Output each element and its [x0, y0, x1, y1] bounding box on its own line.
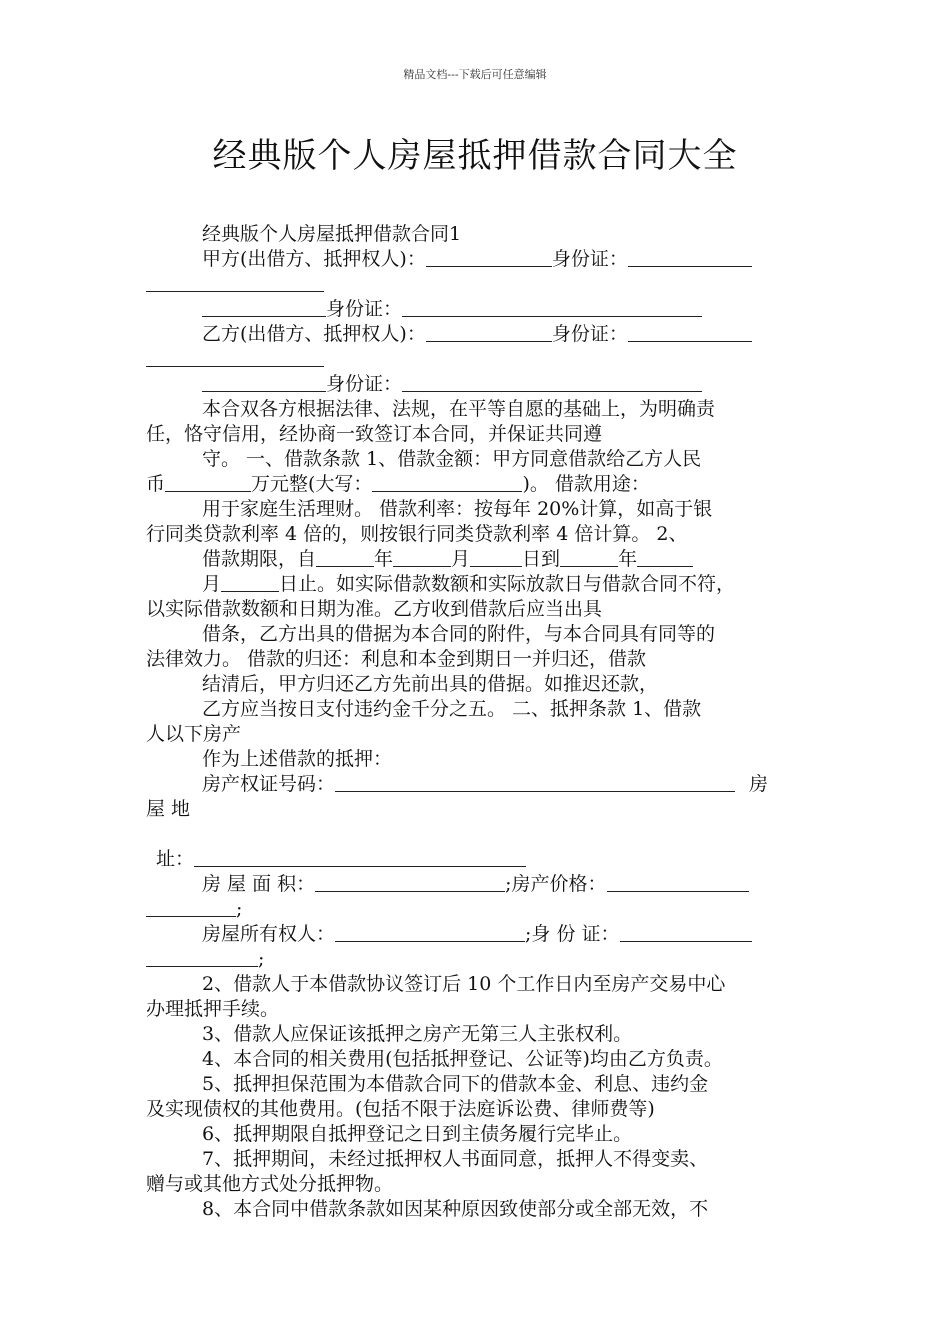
paragraph-line: 3、借款人应保证该抵押之房产无第三人主张权利。	[202, 1023, 633, 1045]
house-label-start: 房	[749, 773, 769, 795]
party-b-second-line	[146, 372, 810, 397]
address-label: 址：	[156, 848, 195, 870]
paragraph-line: 用于家庭生活理财。 借款利率：按每年 20%计算，如高于银	[202, 498, 713, 520]
paragraph-line: 行同类贷款利率 4 倍的，则按银行同类贷款利率 4 倍计算。 2、	[146, 523, 688, 545]
owner-id-blank-cont	[146, 948, 258, 967]
semicolon: ;	[236, 898, 243, 920]
paragraph-line: 以实际借款数额和日期为准。乙方收到借款后应当出具	[146, 598, 603, 620]
page-header: 精品文档---下载后可任意编辑	[403, 68, 547, 81]
year-label: 年	[374, 548, 394, 570]
amount-label: 万元整(大写：	[251, 473, 373, 495]
owner-line	[146, 922, 810, 947]
paragraph-line: 作为上述借款的抵押：	[202, 748, 393, 770]
owner-label: 房屋所有权人：	[202, 923, 336, 945]
party-a-continuation	[146, 272, 810, 297]
end-year-label: 年	[618, 548, 638, 570]
party-a-second-line	[146, 297, 810, 322]
end-year-blank	[560, 548, 618, 567]
owner-id-blank	[620, 923, 752, 942]
paragraph-line: 办理抵押手续。	[146, 998, 280, 1020]
party-a-second-id-blank	[402, 298, 702, 317]
paragraph-line: 屋 地	[146, 798, 191, 820]
area-price-line	[146, 872, 810, 897]
paragraph-line: 6、抵押期限自抵押登记之日到主债务履行完毕止。	[202, 1123, 633, 1145]
party-b-line	[146, 322, 810, 347]
paragraph-line: 人以下房产	[146, 723, 242, 745]
end-day-text: 日止。如实际借款数额和实际放款日与借款合同不符，	[279, 573, 736, 595]
paragraph-line: 赠与或其他方式处分抵押物。	[146, 1173, 394, 1195]
loan-period-line	[146, 547, 810, 572]
paragraph-line: 结清后，甲方归还乙方先前出具的借据。如推迟还款，	[202, 673, 659, 695]
contract-subtitle: 经典版个人房屋抵押借款合同1	[202, 223, 462, 245]
day-to-label: 日到	[522, 548, 561, 570]
paragraph-line: 法律效力。 借款的归还：利息和本金到期日一并归还，借款	[146, 648, 647, 670]
paragraph-line: 任，恪守信用，经协商一致签订本合同，并保证共同遵	[146, 423, 603, 445]
semicolon: ;	[258, 948, 265, 970]
loan-end-line	[146, 572, 810, 597]
price-blank	[607, 873, 749, 892]
party-b-second-id-label: 身份证：	[326, 373, 403, 395]
party-b-id-label: 身份证：	[551, 323, 628, 345]
property-cert-line	[146, 772, 810, 797]
price-blank-cont	[146, 898, 236, 917]
party-a-second-id-label: 身份证：	[326, 298, 403, 320]
paragraph-line: 7、抵押期间，未经过抵押权人书面同意，抵押人不得变卖、	[202, 1148, 709, 1170]
start-month-blank	[393, 548, 451, 567]
owner-id-label: ;身 份 证：	[525, 923, 620, 945]
document-title: 经典版个人房屋抵押借款合同大全	[212, 136, 738, 176]
party-a-name-blank	[426, 248, 552, 267]
party-a-second-name-blank	[202, 298, 326, 317]
end-month-label: 月	[202, 573, 222, 595]
amount-blank	[165, 473, 251, 492]
party-b-id-blank	[628, 323, 752, 342]
loan-amount-line	[146, 472, 810, 497]
owner-continuation	[146, 947, 810, 972]
area-blank	[315, 873, 505, 892]
party-b-second-name-blank	[202, 373, 326, 392]
start-day-blank	[470, 548, 522, 567]
period-label: 借款期限，自	[202, 548, 317, 570]
area-price-continuation	[146, 897, 810, 922]
party-b-name-blank	[426, 323, 552, 342]
party-a-label: 甲方(出借方、抵押权人)：	[202, 248, 426, 270]
paragraph-line: 借条，乙方出具的借据为本合同的附件，与本合同具有同等的	[202, 623, 716, 645]
amount-words-blank	[372, 473, 522, 492]
owner-blank	[335, 923, 525, 942]
blank-spacer	[146, 822, 810, 847]
price-label: ;房产价格：	[505, 873, 607, 895]
party-b-label: 乙方(出借方、抵押权人)：	[202, 323, 426, 345]
paragraph-line: 4、本合同的相关费用(包括抵押登记、公证等)均由乙方负责。	[202, 1048, 723, 1070]
area-label: 房 屋 面 积：	[202, 873, 316, 895]
party-a-id-blank	[628, 248, 752, 267]
party-a-line	[146, 247, 810, 272]
paragraph-line: 8、本合同中借款条款如因某种原因致使部分或全部无效，不	[202, 1198, 709, 1220]
property-cert-label: 房产权证号码：	[202, 773, 336, 795]
address-blank	[194, 848, 526, 867]
party-b-second-id-blank	[402, 373, 702, 392]
start-year-blank	[316, 548, 374, 567]
month-label: 月	[451, 548, 471, 570]
paragraph-line: 本合双各方根据法律、法规，在平等自愿的基础上，为明确责	[202, 398, 716, 420]
end-day-blank	[221, 573, 279, 592]
contract-body	[146, 222, 810, 1222]
end-month-blank	[637, 548, 693, 567]
party-a-id-label: 身份证：	[551, 248, 628, 270]
paragraph-line: 5、抵押担保范围为本借款合同下的借款本金、利息、违约金	[202, 1073, 709, 1095]
loan-purpose-label: )。 借款用途：	[522, 473, 650, 495]
paragraph-line: 及实现债权的其他费用。(包括不限于法庭诉讼费、律师费等)	[146, 1098, 655, 1120]
property-cert-blank	[335, 773, 735, 792]
paragraph-line: 乙方应当按日支付违约金千分之五。 二、抵押条款 1、借款	[202, 698, 702, 720]
paragraph-line: 守。 一、借款条款 1、借款金额：甲方同意借款给乙方人民	[202, 448, 702, 470]
paragraph-line: 2、借款人于本借款协议签订后 10 个工作日内至房产交易中心	[202, 973, 726, 995]
party-b-continuation	[146, 347, 810, 372]
currency-label: 币	[146, 473, 166, 495]
address-line	[146, 847, 810, 872]
party-b-id-blank-cont	[146, 348, 324, 367]
party-a-id-blank-cont	[146, 273, 324, 292]
